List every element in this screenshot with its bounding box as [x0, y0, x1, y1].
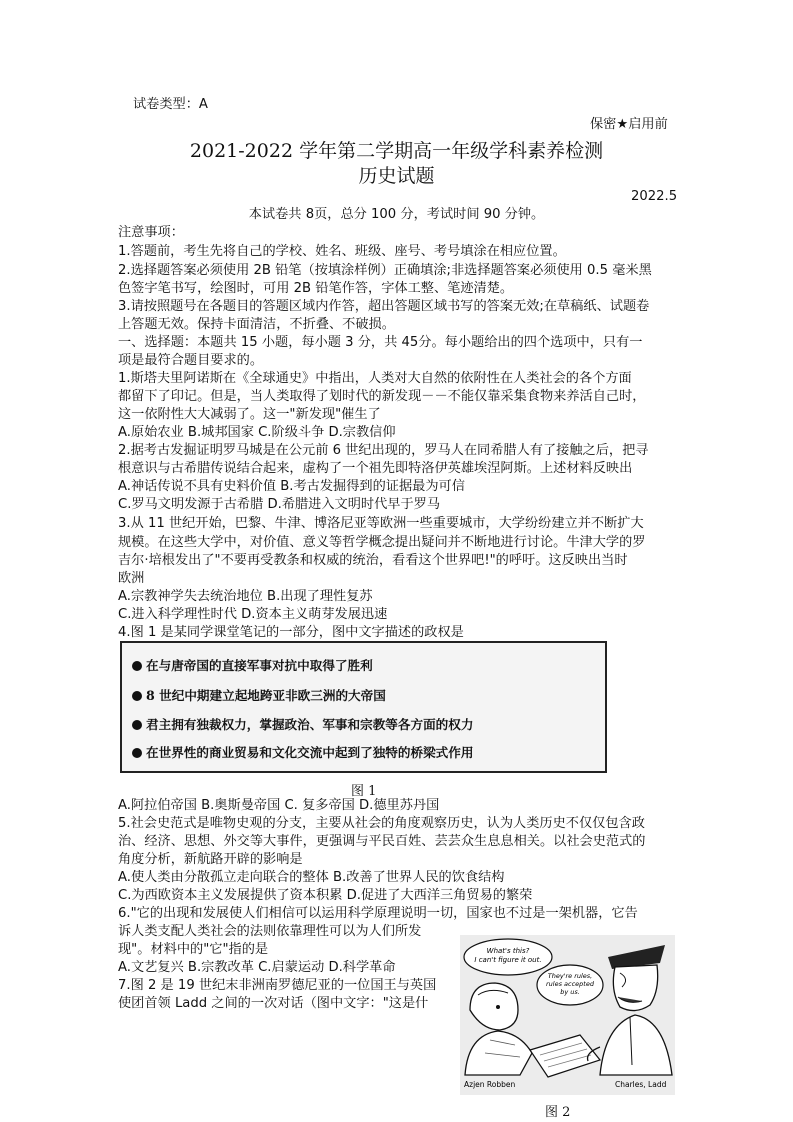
text-line: A.文艺复兴 B.宗教改革 C.启蒙运动 D.科学革命: [118, 960, 396, 975]
bubble-right-text: rules accepted: [546, 980, 594, 988]
name-left: Azjen Robben: [464, 1080, 516, 1089]
text-line: A.阿拉伯帝国 B.奥斯曼帝国 C. 复多帝国 D.德里苏丹国: [118, 798, 440, 813]
bubble-left-text: I can't figure it out.: [474, 956, 542, 964]
text-line: 7.图 2 是 19 世纪末非洲南罗德尼亚的一位国王与英国: [118, 978, 437, 993]
text-line: 6."它的出现和发展使人们相信可以运用科学原理说明一切，国家也不过是一架机器，它告: [118, 906, 638, 921]
text-line: 3.请按照题号在各题目的答题区域内作答，超出答题区域书写的答案无效;在草稿纸、试题卷: [118, 299, 650, 314]
figure-1-item-text: 君主拥有独裁权力，掌握政治、军事和宗教等各方面的权力: [146, 717, 474, 732]
figure-1-item: [132, 742, 473, 761]
secrecy-label: 保密★启用前: [590, 117, 668, 132]
text-line: 2.据考古发掘证明罗马城是在公元前 6 世纪出现的，罗马人在同希腊人有了接触之后，把寻: [118, 443, 649, 458]
figure-1-item-text: 在与唐帝国的直接军事对抗中取得了胜利: [146, 658, 373, 673]
figure-2-cartoon: [460, 935, 675, 1095]
text-line: 根意识与古希腊传说结合起来，虚构了一个祖先即特洛伊英雄埃涅阿斯。上述材料反映出: [118, 461, 633, 476]
text-line: C.罗马文明发源于古希腊 D.希腊进入文明时代早于罗马: [118, 497, 441, 512]
text-line: A.神话传说不具有史料价值 B.考古发掘得到的证据最为可信: [118, 479, 465, 494]
bubble-right-text: They're rules,: [547, 972, 593, 980]
bubble-right-text: by us.: [560, 988, 580, 996]
bullet-icon: [132, 720, 142, 730]
text-line: 4.图 1 是某同学课堂笔记的一部分，图中文字描述的政权是: [118, 625, 464, 640]
figure-1-item-text: 8 世纪中期建立起地跨亚非欧三洲的大帝国: [146, 688, 386, 703]
bullet-icon: [132, 748, 142, 758]
text-line: 项是最符合题目要求的。: [118, 353, 264, 368]
text-line: 使团首领 Ladd 之间的一次对话（图中文字："这是什: [118, 996, 429, 1011]
text-line: 注意事项：: [118, 225, 184, 240]
text-line: A.原始农业 B.城邦国家 C.阶级斗争 D.宗教信仰: [118, 425, 396, 440]
exam-date: 2022.5: [631, 189, 678, 204]
text-line: 欧洲: [118, 571, 145, 586]
text-line: A.宗教神学失去统治地位 B.出现了理性复苏: [118, 589, 373, 604]
figure-2-caption: 图 2: [545, 1105, 571, 1120]
text-line: 5.社会史范式是唯物史观的分支，主要从社会的角度观察历史，认为人类历史不仅仅包含政: [118, 816, 645, 831]
figure-1-caption: 图 1: [351, 784, 377, 799]
bubble-left-text: What's this?: [486, 947, 530, 955]
text-line: 角度分析，新航路开辟的影响是: [118, 852, 303, 867]
figure-1-notes: [120, 641, 607, 773]
text-line: 治、经济、思想、外交等大事件，更强调与平民百姓、芸芸众生息息相关。以社会史范式的: [118, 834, 646, 849]
text-line: 都留下了印记。但是，当人类取得了划时代的新发现－－不能仅靠采集食物来养活自己时，: [118, 389, 646, 404]
text-line: 1.斯塔夫里阿诺斯在《全球通史》中指出，人类对大自然的依附性在人类社会的各个方面: [118, 371, 632, 386]
figure-1-item: [132, 714, 473, 733]
name-right: Charles, Ladd: [615, 1080, 667, 1089]
text-line: A.使人类由分散孤立走向联合的整体 B.改善了世界人民的饮食结构: [118, 870, 505, 885]
exam-intro: 本试卷共 8页，总分 100 分，考试时间 90 分钟。: [248, 207, 545, 222]
text-line: 这一依附性大大减弱了。这一"新发现"催生了: [118, 407, 381, 422]
text-line: 现"。材料中的"它"指的是: [118, 942, 269, 957]
figure-1-item-text: 在世界性的商业贸易和文化交流中起到了独特的桥梁式作用: [146, 745, 474, 760]
exam-title: 2021-2022 学年第二学期高一年级学科素养检测: [189, 140, 604, 162]
text-line: 诉人类支配人类社会的法则依靠理性可以为人们所发: [118, 924, 422, 939]
bullet-icon: [132, 661, 142, 671]
text-line: C.进入科学理性时代 D.资本主义萌芽发展迅速: [118, 607, 388, 622]
text-line: 色签字笔书写，绘图时，可用 2B 铅笔作答，字体工整、笔迹清楚。: [118, 281, 514, 296]
text-line: C.为西欧资本主义发展提供了资本积累 D.促进了大西洋三角贸易的繁荣: [118, 888, 533, 903]
text-line: 1.答题前，考生先将自己的学校、姓名、班级、座号、考号填涂在相应位置。: [118, 244, 566, 259]
figure-1-item: [132, 655, 373, 674]
text-line: 规模。在这些大学中，对价值、意义等哲学概念提出疑问并不断地进行讨论。牛津大学的罗: [118, 535, 646, 550]
bullet-icon: [132, 691, 142, 701]
exam-subtitle: 历史试题: [358, 165, 435, 187]
text-line: 上答题无效。保持卡面清洁，不折叠、不破损。: [118, 317, 395, 332]
text-line: 吉尔·培根发出了"不要再受教条和权威的统治，看看这个世界吧!"的呼吁。这反映出当时: [118, 553, 628, 568]
text-line: 2.选择题答案必须使用 2B 铅笔（按填涂样例）正确填涂;非选择题答案必须使用 0.5 毫米黑: [118, 263, 652, 278]
text-line: 一、选择题：本题共 15 小题，每小题 3 分，共 45分。每小题给出的四个选项中，只有一: [118, 335, 643, 350]
paper-type: 试卷类型：A: [133, 97, 208, 112]
figure-1-item: [132, 685, 386, 704]
text-line: 3.从 11 世纪开始，巴黎、牛津、博洛尼亚等欧洲一些重要城市，大学纷纷建立并不断扩大: [118, 516, 644, 531]
